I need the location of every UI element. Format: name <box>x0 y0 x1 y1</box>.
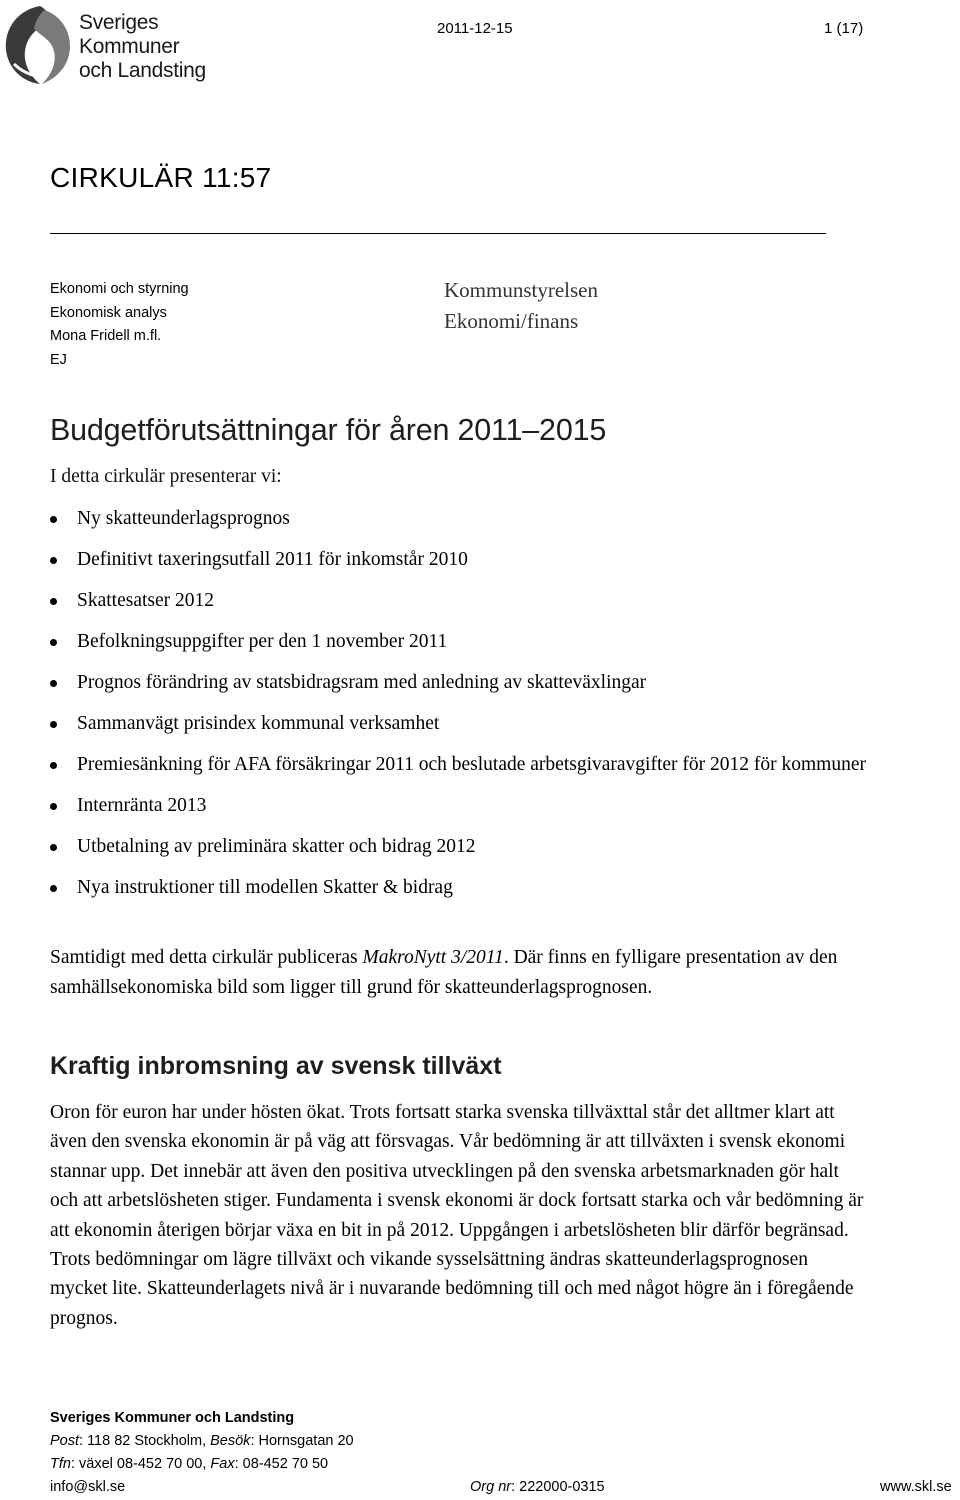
bullet-icon <box>50 721 57 728</box>
logo-text-line: Kommuner <box>79 35 180 58</box>
logo-text-line: Sveriges <box>79 11 159 34</box>
topic-list <box>50 504 880 914</box>
bullet-icon <box>50 598 57 605</box>
list-item <box>50 627 880 657</box>
list-item-text: Definitivt taxeringsutfall 2011 för inkomstår 2010 <box>77 549 468 570</box>
footer-value: : 08-452 70 50 <box>234 1456 329 1472</box>
list-item <box>50 873 880 903</box>
department-block <box>50 278 189 372</box>
footer-label: Fax <box>210 1456 235 1472</box>
list-item <box>50 791 880 821</box>
list-item <box>50 504 880 534</box>
bullet-icon <box>50 639 57 646</box>
main-heading: Budgetförutsättningar för åren 2011–2015 <box>50 413 607 447</box>
section-heading: Kraftig inbromsning av svensk tillväxt <box>50 1052 502 1080</box>
footer-phone <box>50 1453 328 1476</box>
skl-logo-mark-icon <box>0 4 74 86</box>
bullet-icon <box>50 680 57 687</box>
bullet-icon <box>50 516 57 523</box>
bullet-icon <box>50 844 57 851</box>
paragraph-text: Samtidigt med detta cirkulär publiceras <box>50 947 363 968</box>
list-item-text: Sammanvägt prisindex kommunal verksamhet <box>77 713 440 734</box>
footer-email-link[interactable]: info@skl.se <box>50 1479 126 1495</box>
body-paragraph: Oron för euron har under hösten ökat. Trots fortsatt starka svenska tillväxttal står det alltmer klart att även den svenska ekonomin är på väg att försvagas. Vår bedömning är att tillväxten i svensk ekonomi stannar upp. Det innebär att även den positiva utvecklingen på den svenska arbetsmarknaden gör halt och att arbetslösheten stiger. Fundamenta i svensk ekonomi är dock fortsatt starka och vår bedömning är att ekonomin återigen börjar växa en bit in på 2012. Uppgången i arbetslösheten blir därför begränsad. Trots bedömningar om lägre tillväxt och vikande sysselsättning ändras skatteunderlagsprognosen mycket lite. Skatteunderlagets nivå är i nuvarande bedömning till och med något högre än i föregående prognos. <box>50 1102 864 1329</box>
footer-address <box>50 1430 354 1453</box>
skl-logo <box>0 0 215 92</box>
circular-title: CIRKULÄR 11:57 <box>50 162 272 193</box>
recipient-line: Ekonomi/finans <box>444 309 579 333</box>
document-date: 2011-12-15 <box>437 20 513 37</box>
list-item-text: Skattesatser 2012 <box>77 590 215 611</box>
department-line: Ekonomisk analys <box>50 304 167 321</box>
bullet-icon <box>50 557 57 564</box>
intro-text: I detta cirkulär presenterar vi: <box>50 466 282 487</box>
initials-line: EJ <box>50 351 67 368</box>
footer-value: : 222000-0315 <box>511 1479 605 1495</box>
bullet-icon <box>50 885 57 892</box>
recipient-block <box>444 275 598 337</box>
publication-title: MakroNytt 3/2011 <box>362 947 504 968</box>
page-number: 1 (17) <box>824 20 864 37</box>
list-item <box>50 668 880 698</box>
recipient-line: Kommunstyrelsen <box>444 278 598 302</box>
list-item <box>50 709 880 739</box>
publication-paragraph <box>50 943 870 1003</box>
list-item <box>50 586 880 616</box>
footer-value: : Hornsgatan 20 <box>250 1433 354 1449</box>
list-item-text: Ny skatteunderlagsprognos <box>77 508 290 529</box>
bullet-icon <box>50 762 57 769</box>
footer-website-link[interactable]: www.skl.se <box>880 1479 952 1495</box>
paragraph-text: . Där finns en fylligare presentation av den samhällsekonomiska bild som ligger till grund för skatteunderlagsprognosen. <box>50 947 838 998</box>
footer-label: Tfn <box>50 1456 71 1472</box>
department-line: Ekonomi och styrning <box>50 281 189 297</box>
list-item <box>50 545 880 575</box>
list-item-text: Befolkningsuppgifter per den 1 november 2011 <box>77 631 448 652</box>
bullet-icon <box>50 803 57 810</box>
footer-value: : 118 82 Stockholm, <box>79 1433 211 1449</box>
list-item-text: Internränta 2013 <box>77 795 207 816</box>
list-item-text: Utbetalning av preliminära skatter och bidrag 2012 <box>77 836 476 857</box>
list-item <box>50 750 880 780</box>
list-item-text: Prognos förändring av statsbidragsram med anledning av skatteväxlingar <box>77 672 647 693</box>
list-item-text: Nya instruktioner till modellen Skatter & bidrag <box>77 877 453 898</box>
list-item-text: Premiesänkning för AFA försäkringar 2011 och beslutade arbetsgivaravgifter för 2012 för kommuner <box>77 754 866 775</box>
author-line: Mona Fridell m.fl. <box>50 328 162 344</box>
footer-org-number <box>470 1476 605 1499</box>
footer-label: Post <box>50 1433 80 1449</box>
footer-label: Org nr <box>470 1479 512 1495</box>
title-divider <box>50 233 826 234</box>
list-item <box>50 832 880 862</box>
footer-organization: Sveriges Kommuner och Landsting <box>50 1410 295 1426</box>
footer-label: Besök <box>210 1433 251 1449</box>
logo-text-line: och Landsting <box>79 59 206 82</box>
footer-value: : växel 08-452 70 00, <box>70 1456 211 1472</box>
